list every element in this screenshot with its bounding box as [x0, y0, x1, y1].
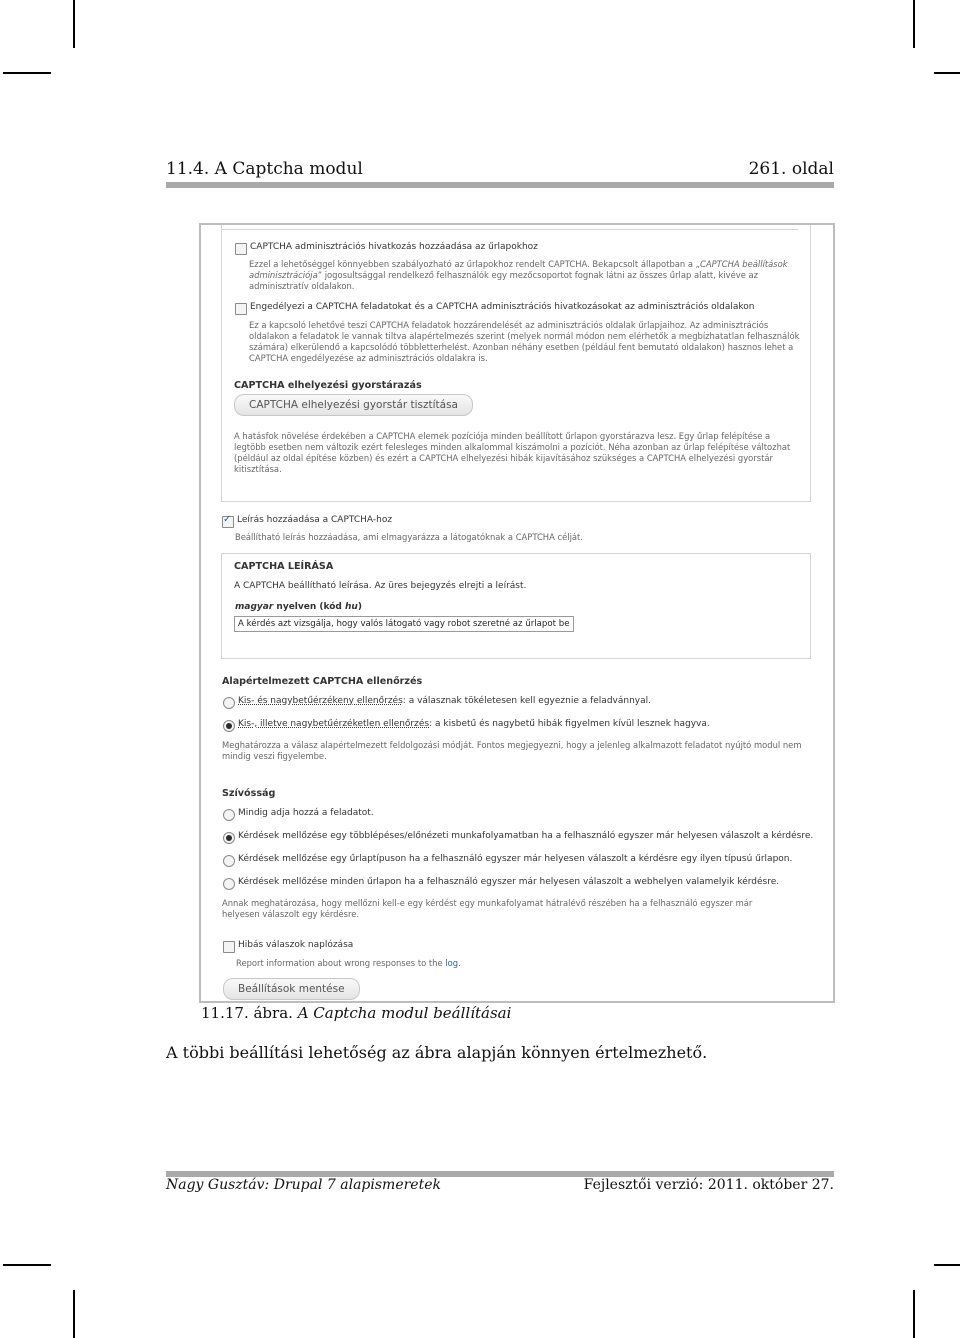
- admin-link-description: Ezzel a lehetőséggel könnyebben szabályozható az űrlapokhoz rendelt CAPTCHA. Bekapcsolt állapotban a „CAPTCHA beállítások adminisztrációja” jogosultsággal rendelkező felhasználók egy mezőcsoportot fognak látni az összes űrlap alatt, kivéve az adminisztratív oldalakon.: [249, 259, 788, 291]
- admin-pages-description: Ez a kapcsoló lehetővé teszi CAPTCHA feladatok hozzárendelését az adminisztrációs oldalak űrlapjaihoz. Az adminisztrációs oldalakon a feladatok le vannak tiltva alapértelmezés szerint (melyek normál módon nem elérhetők a megbízhatatlan felhasználók számára) elkerülendő a kapcsolódó többletterhelést. Azonban néhány esetben (például fent bemutató oldalakon) hasznos lehet a CAPTCHA engedélyezése az adminisztrációs oldalakra is.: [249, 320, 800, 363]
- cache-heading: CAPTCHA elhelyezési gyorstárazás: [234, 380, 422, 391]
- running-footer: [166, 1177, 834, 1197]
- persistence-radio-all[interactable]: [223, 878, 235, 890]
- add-description-checkbox[interactable]: [222, 516, 234, 528]
- clear-cache-button[interactable]: CAPTCHA elhelyezési gyorstár tisztítása: [234, 394, 473, 416]
- case-sensitive-radio[interactable]: [223, 697, 235, 709]
- header-rule: [166, 182, 834, 188]
- log-wrong-checkbox[interactable]: [223, 941, 235, 953]
- footer-author-title: Nagy Gusztáv: Drupal 7 alapismeretek: [166, 1177, 441, 1193]
- crop-mark: [73, 1290, 75, 1338]
- admin-pages-checkbox[interactable]: [235, 303, 247, 315]
- persistence-radio-formtype[interactable]: [223, 855, 235, 867]
- persistence-label-all: Kérdések mellőzése minden űrlapon ha a felhasználó egyszer már helyesen válaszolt a webhelyen valamelyik kérdésre.: [238, 877, 780, 887]
- running-header: [166, 159, 834, 183]
- figure-caption: 11.17. ábra. A Captcha modul beállításai: [201, 1004, 512, 1022]
- case-insensitive-radio[interactable]: [223, 720, 235, 732]
- persistence-label-formtype: Kérdések mellőzése egy űrlaptípuson ha a felhasználó egyszer már helyesen válaszolt a kérdésre egy ilyen típusú űrlapon.: [238, 854, 793, 864]
- cache-description: A hatásfok növelése érdekében a CAPTCHA elemek pozíciója minden beállított űrlapon gyorstárazva lesz. Egy űrlap felépítése a legtöbb esetben nem változik ezért felesleges minden alkalommal kiszámolni a pozíciót. Néha azonban az űrlap felépítése változhat (például az oldal építése közben) és ezért a CAPTCHA elhelyezési hibák kijavításához szükséges a CAPTCHA elhelyezési gyorstár kitisztítása.: [234, 431, 791, 474]
- crop-mark: [3, 1264, 51, 1266]
- page-number: 261. oldal: [748, 159, 834, 179]
- persistence-description: Annak meghatározása, hogy mellőzni kell-e egy kérdést egy munkafolyamat hátralévő részében ha a felhasználó egyszer már helyesen válaszolt egy kérdésre.: [222, 898, 753, 919]
- admin-pages-label: Engedélyezi a CAPTCHA feladatokat és a CAPTCHA adminisztrációs hivatkozásokat az adminisztrációs oldalakon: [250, 302, 755, 312]
- validation-description: Meghatározza a válasz alapértelmezett feldolgozási módját. Fontos megjegyezni, hogy a jelenleg alkalmazott feladatot nyújtó modul nem mindig veszi figyelembe.: [222, 740, 802, 761]
- body-paragraph: A többi beállítási lehetőség az ábra alapján könnyen értelmezhető.: [166, 1043, 708, 1062]
- add-description-label: Leírás hozzáadása a CAPTCHA-hoz: [237, 515, 393, 525]
- log-link[interactable]: log: [445, 958, 459, 968]
- footer-version: Fejlesztői verzió: 2011. október 27.: [583, 1177, 834, 1193]
- persistence-label-always: Mindig adja hozzá a feladatot.: [238, 808, 374, 818]
- description-input[interactable]: A kérdés azt vizsgálja, hogy valós látogató vagy robot szeretné az űrlapot be: [234, 616, 574, 632]
- save-settings-button[interactable]: Beállítások mentése: [223, 978, 360, 1000]
- admin-link-checkbox[interactable]: [235, 243, 247, 255]
- add-description-help: Beállítható leírás hozzáadása, ami elmagyarázza a látogatóknak a CAPTCHA célját.: [235, 532, 583, 542]
- persistence-label-multistep: Kérdések mellőzése egy többlépéses/előnézeti munkafolyamatban ha a felhasználó egyszer már helyesen válaszolt a kérdésre.: [238, 831, 814, 841]
- log-wrong-description: Report information about wrong responses to the log.: [236, 958, 461, 968]
- crop-mark: [934, 72, 960, 74]
- crop-mark: [913, 0, 915, 48]
- section-title: 11.4. A Captcha modul: [166, 159, 363, 179]
- case-insensitive-label: Kis-, illetve nagybetűérzéketlen ellenőrzés: a kisbetű és nagybetű hibák figyelmen kívül lesznek hagyva.: [238, 719, 710, 729]
- persistence-radio-multistep[interactable]: [223, 832, 235, 844]
- language-label: magyar nyelven (kód hu): [235, 602, 362, 612]
- log-wrong-label: Hibás válaszok naplózása: [238, 940, 354, 950]
- admin-link-label: CAPTCHA adminisztrációs hivatkozás hozzáadása az űrlapokhoz: [250, 242, 538, 252]
- case-sensitive-label: Kis- és nagybetűérzékeny ellenőrzés: a válasznak tökéletesen kell egyeznie a feladvánnyal.: [238, 696, 651, 706]
- settings-screenshot: [199, 223, 835, 1003]
- persistence-heading: Szívósság: [222, 788, 276, 799]
- persistence-radio-always[interactable]: [223, 809, 235, 821]
- validation-heading: Alapértelmezett CAPTCHA ellenőrzés: [222, 676, 423, 687]
- description-heading: CAPTCHA LEÍRÁSA: [234, 561, 334, 572]
- description-help-text: A CAPTCHA beállítható leírása. Az üres bejegyzés elrejti a leírást.: [234, 581, 527, 591]
- crop-mark: [913, 1290, 915, 1338]
- crop-mark: [934, 1264, 960, 1266]
- crop-mark: [73, 0, 75, 48]
- crop-mark: [3, 72, 51, 74]
